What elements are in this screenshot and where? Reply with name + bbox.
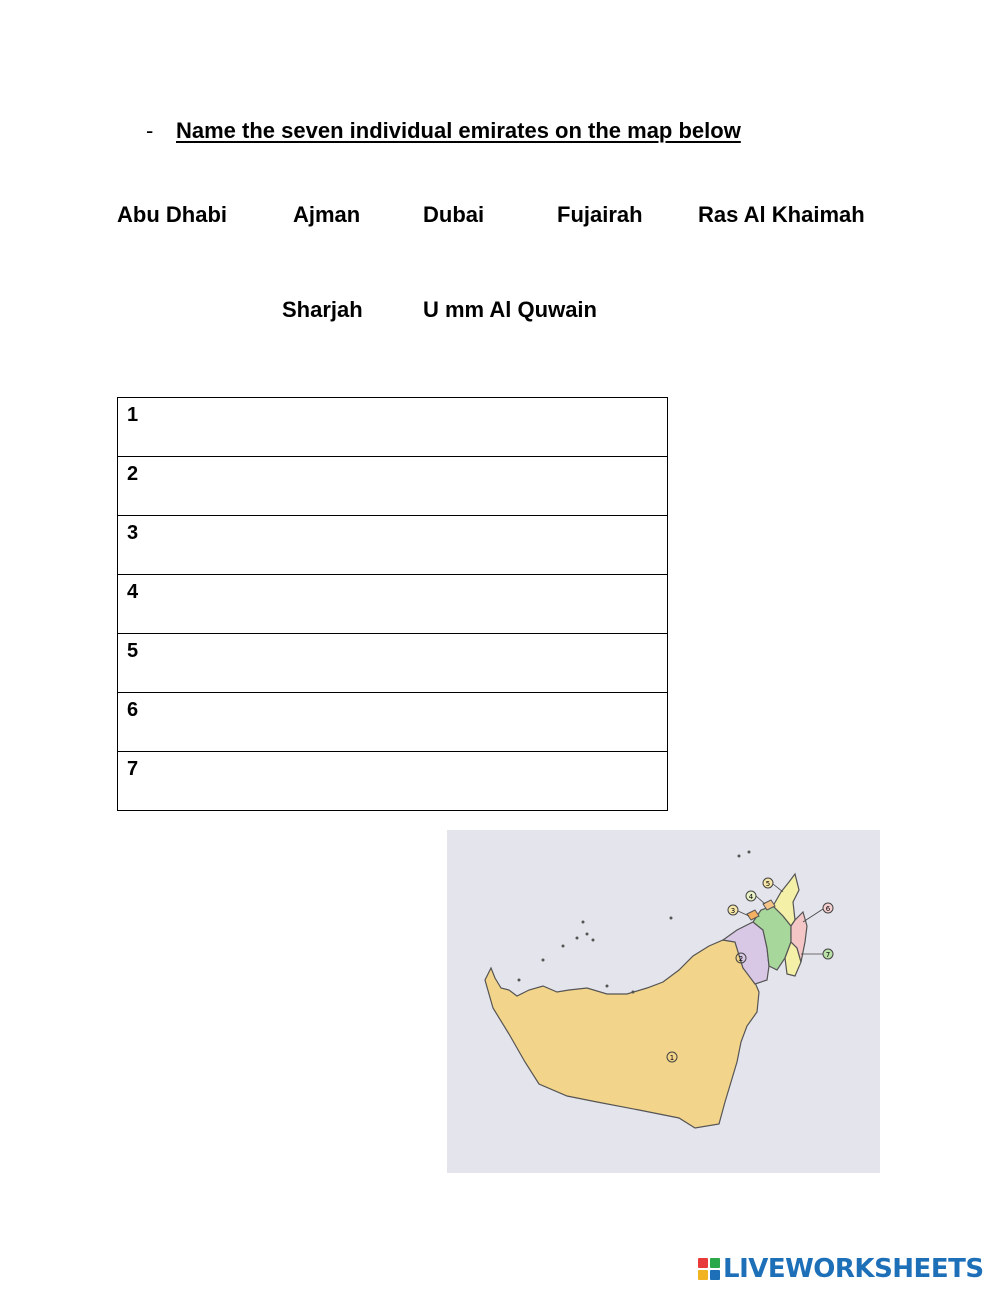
answer-table: [117, 397, 668, 811]
svg-text:6: 6: [825, 905, 831, 913]
word-bank-item: Dubai: [423, 202, 485, 227]
word-bank-item: Ras Al Khaimah: [698, 202, 865, 227]
answer-cell-3[interactable]: 3: [118, 516, 668, 575]
table-row: [118, 398, 668, 457]
answer-cell-2[interactable]: 2: [118, 457, 668, 516]
liveworksheets-logo: [698, 1254, 984, 1284]
brand-name: LIVEWORKSHEETS: [723, 1254, 984, 1284]
instruction-dash: -: [146, 118, 154, 143]
marker-3: [728, 905, 749, 916]
word-bank-item: Abu Dhabi: [117, 202, 227, 227]
instruction-text: Name the seven individual emirates on the map below: [176, 118, 741, 143]
word-bank-item: Sharjah: [282, 297, 363, 322]
answer-cell-1[interactable]: 1: [118, 398, 668, 457]
logo-blocks-icon: [698, 1258, 720, 1280]
word-bank-item: Fujairah: [557, 202, 643, 227]
answer-cell-4[interactable]: 4: [118, 575, 668, 634]
word-bank-item: Ajman: [293, 202, 361, 227]
answer-cell-5[interactable]: 5: [118, 634, 668, 693]
svg-text:4: 4: [748, 893, 754, 901]
marker-7: [801, 949, 833, 959]
marker-6: [803, 903, 833, 922]
logo-block: [710, 1258, 720, 1268]
svg-text:2: 2: [738, 955, 744, 963]
uae-map: [447, 830, 880, 1173]
answer-cell-7[interactable]: 7: [118, 752, 668, 811]
marker-5: [763, 878, 783, 892]
logo-block: [710, 1270, 720, 1280]
answer-cell-6[interactable]: 6: [118, 693, 668, 752]
table-row: [118, 457, 668, 516]
svg-text:3: 3: [730, 907, 736, 915]
svg-text:5: 5: [765, 880, 771, 888]
marker-4: [746, 891, 765, 904]
word-bank-item: U mm Al Quwain: [423, 297, 597, 322]
table-row: [118, 693, 668, 752]
svg-text:1: 1: [669, 1054, 675, 1062]
table-row: [118, 634, 668, 693]
svg-text:7: 7: [825, 951, 831, 959]
table-row: [118, 752, 668, 811]
logo-block: [698, 1270, 708, 1280]
table-row: [118, 575, 668, 634]
logo-block: [698, 1258, 708, 1268]
instruction: [146, 118, 741, 144]
table-row: [118, 516, 668, 575]
region-abu-dhabi: [485, 940, 759, 1128]
